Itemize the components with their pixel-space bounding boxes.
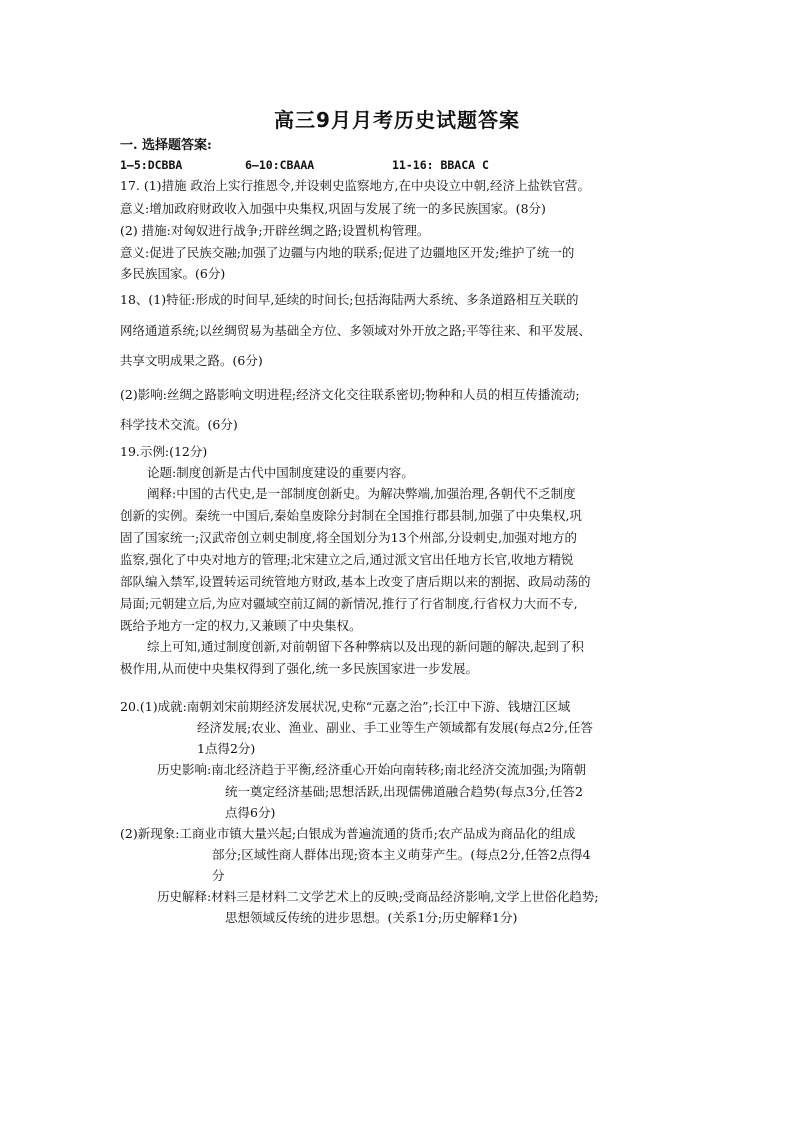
q17-line: (2) 措施:对匈奴进行战争;开辟丝绸之路;设置机构管理。 — [120, 223, 430, 238]
q17-line: 17. (1)措施 政治上实行推恩令,并设刺史监察地方,在中央设立中朝,经济上盐铁官营。 — [120, 178, 590, 193]
q20-line: 历史解释:材料三是材料二文学艺术上的反映;受商品经济影响,文学上世俗化趋势; — [157, 889, 599, 904]
q20-line: 历史影响:南北经济趋于平衡,经济重心开始向南转移;南北经济交流加强;为隋朝 — [157, 762, 587, 777]
q18-line: 18、(1)特征:形成的时间早,延续的时间长;包括海陆两大系统、多条道路相互关联的 — [120, 292, 579, 307]
q19-line: 既给予地方一定的权力,又兼顾了中央集权。 — [120, 618, 362, 633]
q19-line: 局面;元朝建立后,为应对疆域空前辽阔的新情况,推行了行省制度,行省权力大而不专, — [120, 596, 578, 611]
q19-line: 19.示例:(12分) — [120, 444, 208, 459]
q18-line: (2)影响:丝绸之路影响文明进程;经济文化交往联系密切;物种和人员的相互传播流动; — [120, 387, 580, 402]
q18-line: 网络通道系统;以丝绸贸易为基础全方位、多领域对外开放之路;平等往来、和平发展、 — [120, 323, 591, 338]
q20-line: 部分;区域性商人群体出现;资本主义萌芽产生。(每点2分,任答2点得4 — [212, 847, 591, 862]
q18-line: 共享文明成果之路。(6分) — [120, 353, 263, 368]
q20-line: 分 — [212, 868, 225, 883]
q19-line: 创新的实例。秦统一中国后,秦始皇废除分封制在全国推行郡县制,加强了中央集权,巩 — [120, 508, 582, 523]
q17-line: 意义:促进了民族交融;加强了边疆与内地的联系;促进了边疆地区开发;维护了统一的 — [120, 245, 575, 260]
answer-group-11-16: 11-16: BBACA C — [392, 158, 489, 172]
q20-line: 点得6分) — [225, 805, 276, 820]
section-heading-choice: 一. 选择题答案: — [120, 138, 212, 153]
page-title: 高三9月月考历史试题答案 — [274, 108, 520, 132]
q19-line: 部队编入禁军,设置转运司统管地方财政,基本上改变了唐后期以来的割据、政局动荡的 — [120, 574, 591, 589]
q19-line: 极作用,从而使中央集权得到了强化,统一多民族国家进一步发展。 — [120, 661, 478, 676]
q19-line: 固了国家统一;汉武帝创立刺史制度,将全国划分为13个州部,分设刺史,加强对地方的 — [120, 530, 578, 545]
answer-group-1-5: 1—5:DCBBA — [120, 158, 183, 172]
q19-line: 论题:制度创新是古代中国制度建设的重要内容。 — [147, 465, 414, 480]
q20-line: 经济发展;农业、渔业、副业、手工业等生产领域都有发展(每点2分,任答 — [197, 720, 594, 735]
q19-line: 阐释:中国的古代史,是一部制度创新史。为解决弊端,加强治理,各朝代不乏制度 — [147, 486, 576, 501]
q19-line: 综上可知,通过制度创新,对前朝留下各种弊病以及出现的新问题的解决,起到了积 — [147, 639, 584, 654]
q20-line: 统一奠定经济基础;思想活跃,出现儒佛道融合趋势(每点3分,任答2 — [225, 784, 583, 799]
answer-group-6-10: 6—10:CBAAA — [245, 158, 315, 172]
q18-line: 科学技术交流。(6分) — [120, 417, 238, 432]
q17-line: 意义:增加政府财政收入加强中央集权,巩固与发展了统一的多民族国家。(8分) — [120, 201, 546, 216]
q20-line: 20.(1)成就:南朝刘宋前期经济发展状况,史称“元嘉之治”;长江中下游、钱塘江区域 — [120, 699, 571, 714]
q20-line: 1点得2分) — [197, 741, 256, 756]
q20-line: 思想领域反传统的进步思想。(关系1分;历史解释1分) — [225, 910, 518, 925]
q20-line: (2)新现象:工商业市镇大量兴起;白银成为普遍流通的货币;农产品成为商品化的组成 — [120, 826, 576, 841]
q17-line: 多民族国家。(6分) — [120, 266, 226, 281]
q19-line: 监察,强化了中央对地方的管理;北宋建立之后,通过派文官出任地方长官,收地方精锐 — [120, 552, 574, 567]
